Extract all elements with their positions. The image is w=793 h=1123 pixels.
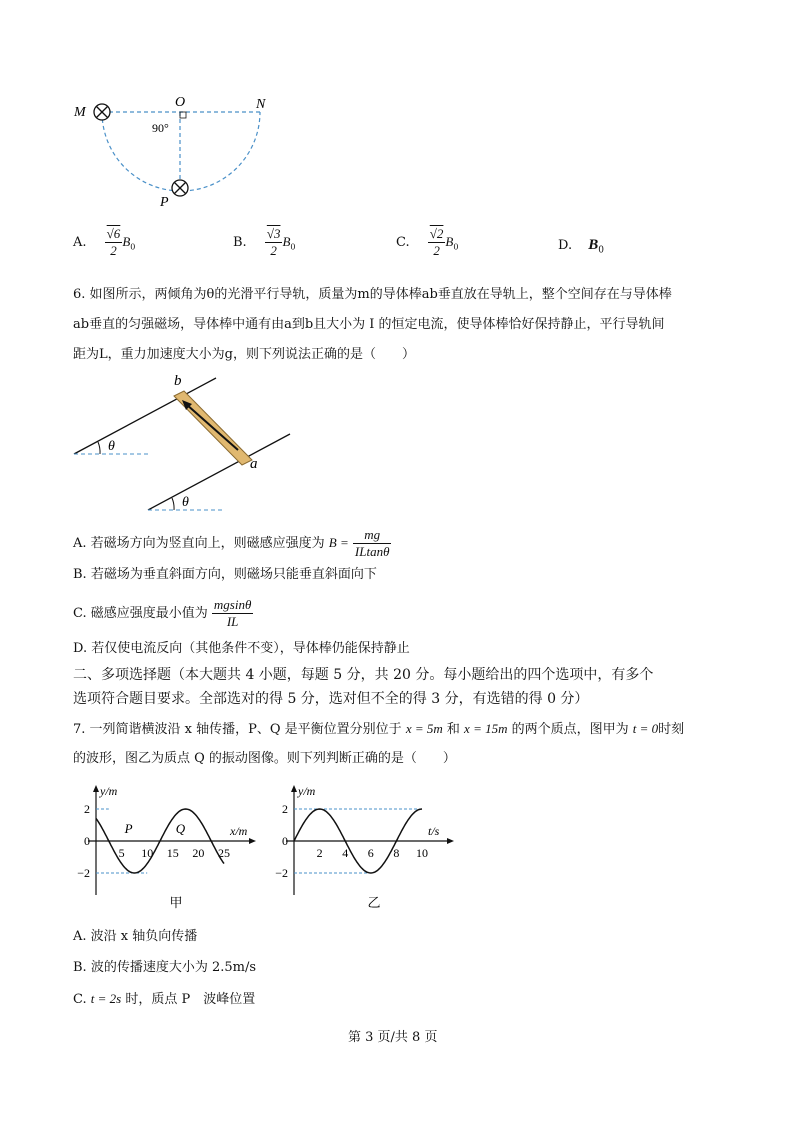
q7-line-2: 的波形，图乙为质点 Q 的振动图像。则下列判断正确的是（ ） bbox=[73, 751, 456, 766]
vibration-chart-yi bbox=[270, 783, 460, 913]
q6-line-1: 6. 如图所示，两倾角为θ的光滑平行导轨，质量为m的导体棒ab垂直放在导轨上，整个空间存在与导体棒 bbox=[73, 287, 672, 302]
y-axis-label: y/m bbox=[100, 784, 118, 798]
label-p: P bbox=[160, 195, 169, 210]
x-tick-label: 15 bbox=[166, 846, 179, 860]
q5-option-b[interactable]: B. $\frac{√3}{2}$ $B_0$ bbox=[233, 226, 296, 258]
formula-x1: x = 5m bbox=[405, 721, 443, 736]
y-tick-label: 2 bbox=[84, 802, 90, 816]
fraction: $\frac{√2}{2}$ bbox=[429, 226, 444, 258]
section2-heading-line-2: 选项符合题目要求。全部选对的得 5 分，选对但不全的得 3 分，有选错的得 0 分） bbox=[73, 691, 589, 707]
angle-arc-upper bbox=[98, 442, 100, 454]
q7-option-c[interactable]: C. t = 2s 时，质点 P 波峰位置 bbox=[73, 991, 256, 1007]
option-text: C. 磁感应强度最小值为 bbox=[73, 606, 208, 621]
q7-option-a[interactable]: A. 波沿 x 轴负向传播 bbox=[73, 929, 198, 944]
option-letter: D. bbox=[558, 238, 573, 253]
formula-t0: t = 0 bbox=[632, 721, 659, 736]
y-axis-arrow bbox=[93, 785, 99, 792]
fraction: $\frac{mg}{ILtan\theta}$ bbox=[354, 527, 390, 559]
x-axis-arrow bbox=[447, 838, 454, 844]
current-arrow bbox=[186, 404, 238, 450]
point-label: P bbox=[124, 821, 133, 836]
option-letter: C. bbox=[396, 235, 410, 250]
formula-t: t = 2s bbox=[90, 991, 122, 1006]
label-a: a bbox=[250, 456, 258, 472]
section2-heading-line-1: 二、多项选择题（本大题共 4 小题，每题 5 分，共 20 分。每小题给出的四个选项中，有多个 bbox=[73, 667, 654, 683]
q6-option-c[interactable] bbox=[73, 597, 253, 630]
right-angle-mark bbox=[180, 112, 186, 118]
page-footer: 第 3 页/共 8 页 bbox=[348, 1030, 438, 1045]
chart-title: 乙 bbox=[367, 895, 381, 910]
y-tick-label: −2 bbox=[77, 866, 90, 880]
label-n: N bbox=[256, 97, 266, 112]
inclined-rails-figure bbox=[70, 368, 300, 516]
label-o: O bbox=[175, 95, 186, 110]
y-axis-label: y/m bbox=[298, 784, 316, 798]
q6-option-d[interactable]: D. 若仅使电流反向（其他条件不变），导体棒仍能保持静止 bbox=[73, 641, 410, 656]
x-tick-label: 4 bbox=[342, 846, 349, 860]
q6-option-b[interactable]: B. 若磁场为垂直斜面方向，则磁场只能垂直斜面向下 bbox=[73, 567, 377, 582]
q7-line-1: 7. 一列简谐横波沿 x 轴传播，P、Q 是平衡位置分别位于 x = 5m 和 x = 15m 的两个质点，图甲为 t = 0时刻 bbox=[73, 721, 685, 737]
x-tick-label: 25 bbox=[218, 846, 230, 860]
dashed-semicircle bbox=[102, 112, 260, 191]
x-tick-label: 6 bbox=[367, 846, 374, 860]
label-theta-lower: θ bbox=[182, 495, 189, 510]
q7-option-b[interactable]: B. 波的传播速度大小为 2.5m/s bbox=[73, 960, 257, 975]
option-letter: A. bbox=[73, 235, 87, 250]
y-tick-label: 0 bbox=[282, 834, 288, 848]
rail-lower bbox=[148, 434, 290, 510]
x-tick-label: 10 bbox=[416, 846, 428, 860]
wire-icon-m bbox=[94, 104, 110, 120]
point-label: Q bbox=[175, 821, 186, 836]
label-m: M bbox=[74, 105, 86, 120]
label-theta-upper: θ bbox=[108, 439, 115, 454]
x-tick-label: 5 bbox=[118, 846, 125, 860]
y-tick-label: 2 bbox=[282, 802, 288, 816]
angle-arc-lower bbox=[172, 498, 174, 510]
y-axis-arrow bbox=[291, 785, 297, 792]
semicircle-figure bbox=[70, 90, 290, 210]
x-axis-label: x/m bbox=[230, 824, 248, 838]
x-tick-label: 2 bbox=[316, 846, 323, 860]
x-tick-label: 10 bbox=[141, 846, 154, 860]
q6-line-3: 距为L，重力加速度大小为g，则下列说法正确的是（ ） bbox=[73, 347, 415, 362]
y-tick-label: 0 bbox=[84, 834, 90, 848]
fraction: $\frac{√3}{2}$ bbox=[266, 226, 281, 258]
wire-icon-p bbox=[172, 180, 188, 196]
formula-lhs: B = bbox=[328, 535, 349, 550]
q5-option-a[interactable]: A. $\frac{√6}{2}$ $B_0$ bbox=[73, 226, 136, 258]
y-tick-label: −2 bbox=[275, 866, 288, 880]
q6-line-2: ab垂直的匀强磁场，导体棒中通有由a到b且大小为 I 的恒定电流，使导体棒恰好保持静止，平行导轨间 bbox=[73, 317, 665, 332]
q6-option-a[interactable] bbox=[73, 527, 391, 560]
x-tick-label: 8 bbox=[393, 846, 400, 860]
option-text: A. 若磁场方向为竖直向上，则磁感应强度为 bbox=[73, 536, 325, 551]
fraction: $\frac{√6}{2}$ bbox=[106, 226, 121, 258]
label-b: b bbox=[174, 373, 182, 389]
formula-x2: x = 15m bbox=[464, 721, 508, 736]
wave-chart-jia bbox=[72, 783, 262, 913]
q5-option-d[interactable]: D. $B_0$ bbox=[558, 237, 604, 256]
x-tick-label: 20 bbox=[192, 846, 205, 860]
x-axis-label: t/s bbox=[428, 824, 440, 838]
chart-title: 甲 bbox=[169, 895, 183, 910]
q5-option-c[interactable]: C. $\frac{√2}{2}$ $B_0$ bbox=[396, 226, 459, 258]
option-letter: B. bbox=[233, 235, 247, 250]
fraction: $\frac{mgsin\theta}{IL}$ bbox=[213, 597, 252, 629]
label-angle: 90° bbox=[152, 121, 169, 135]
x-axis-arrow bbox=[249, 838, 256, 844]
